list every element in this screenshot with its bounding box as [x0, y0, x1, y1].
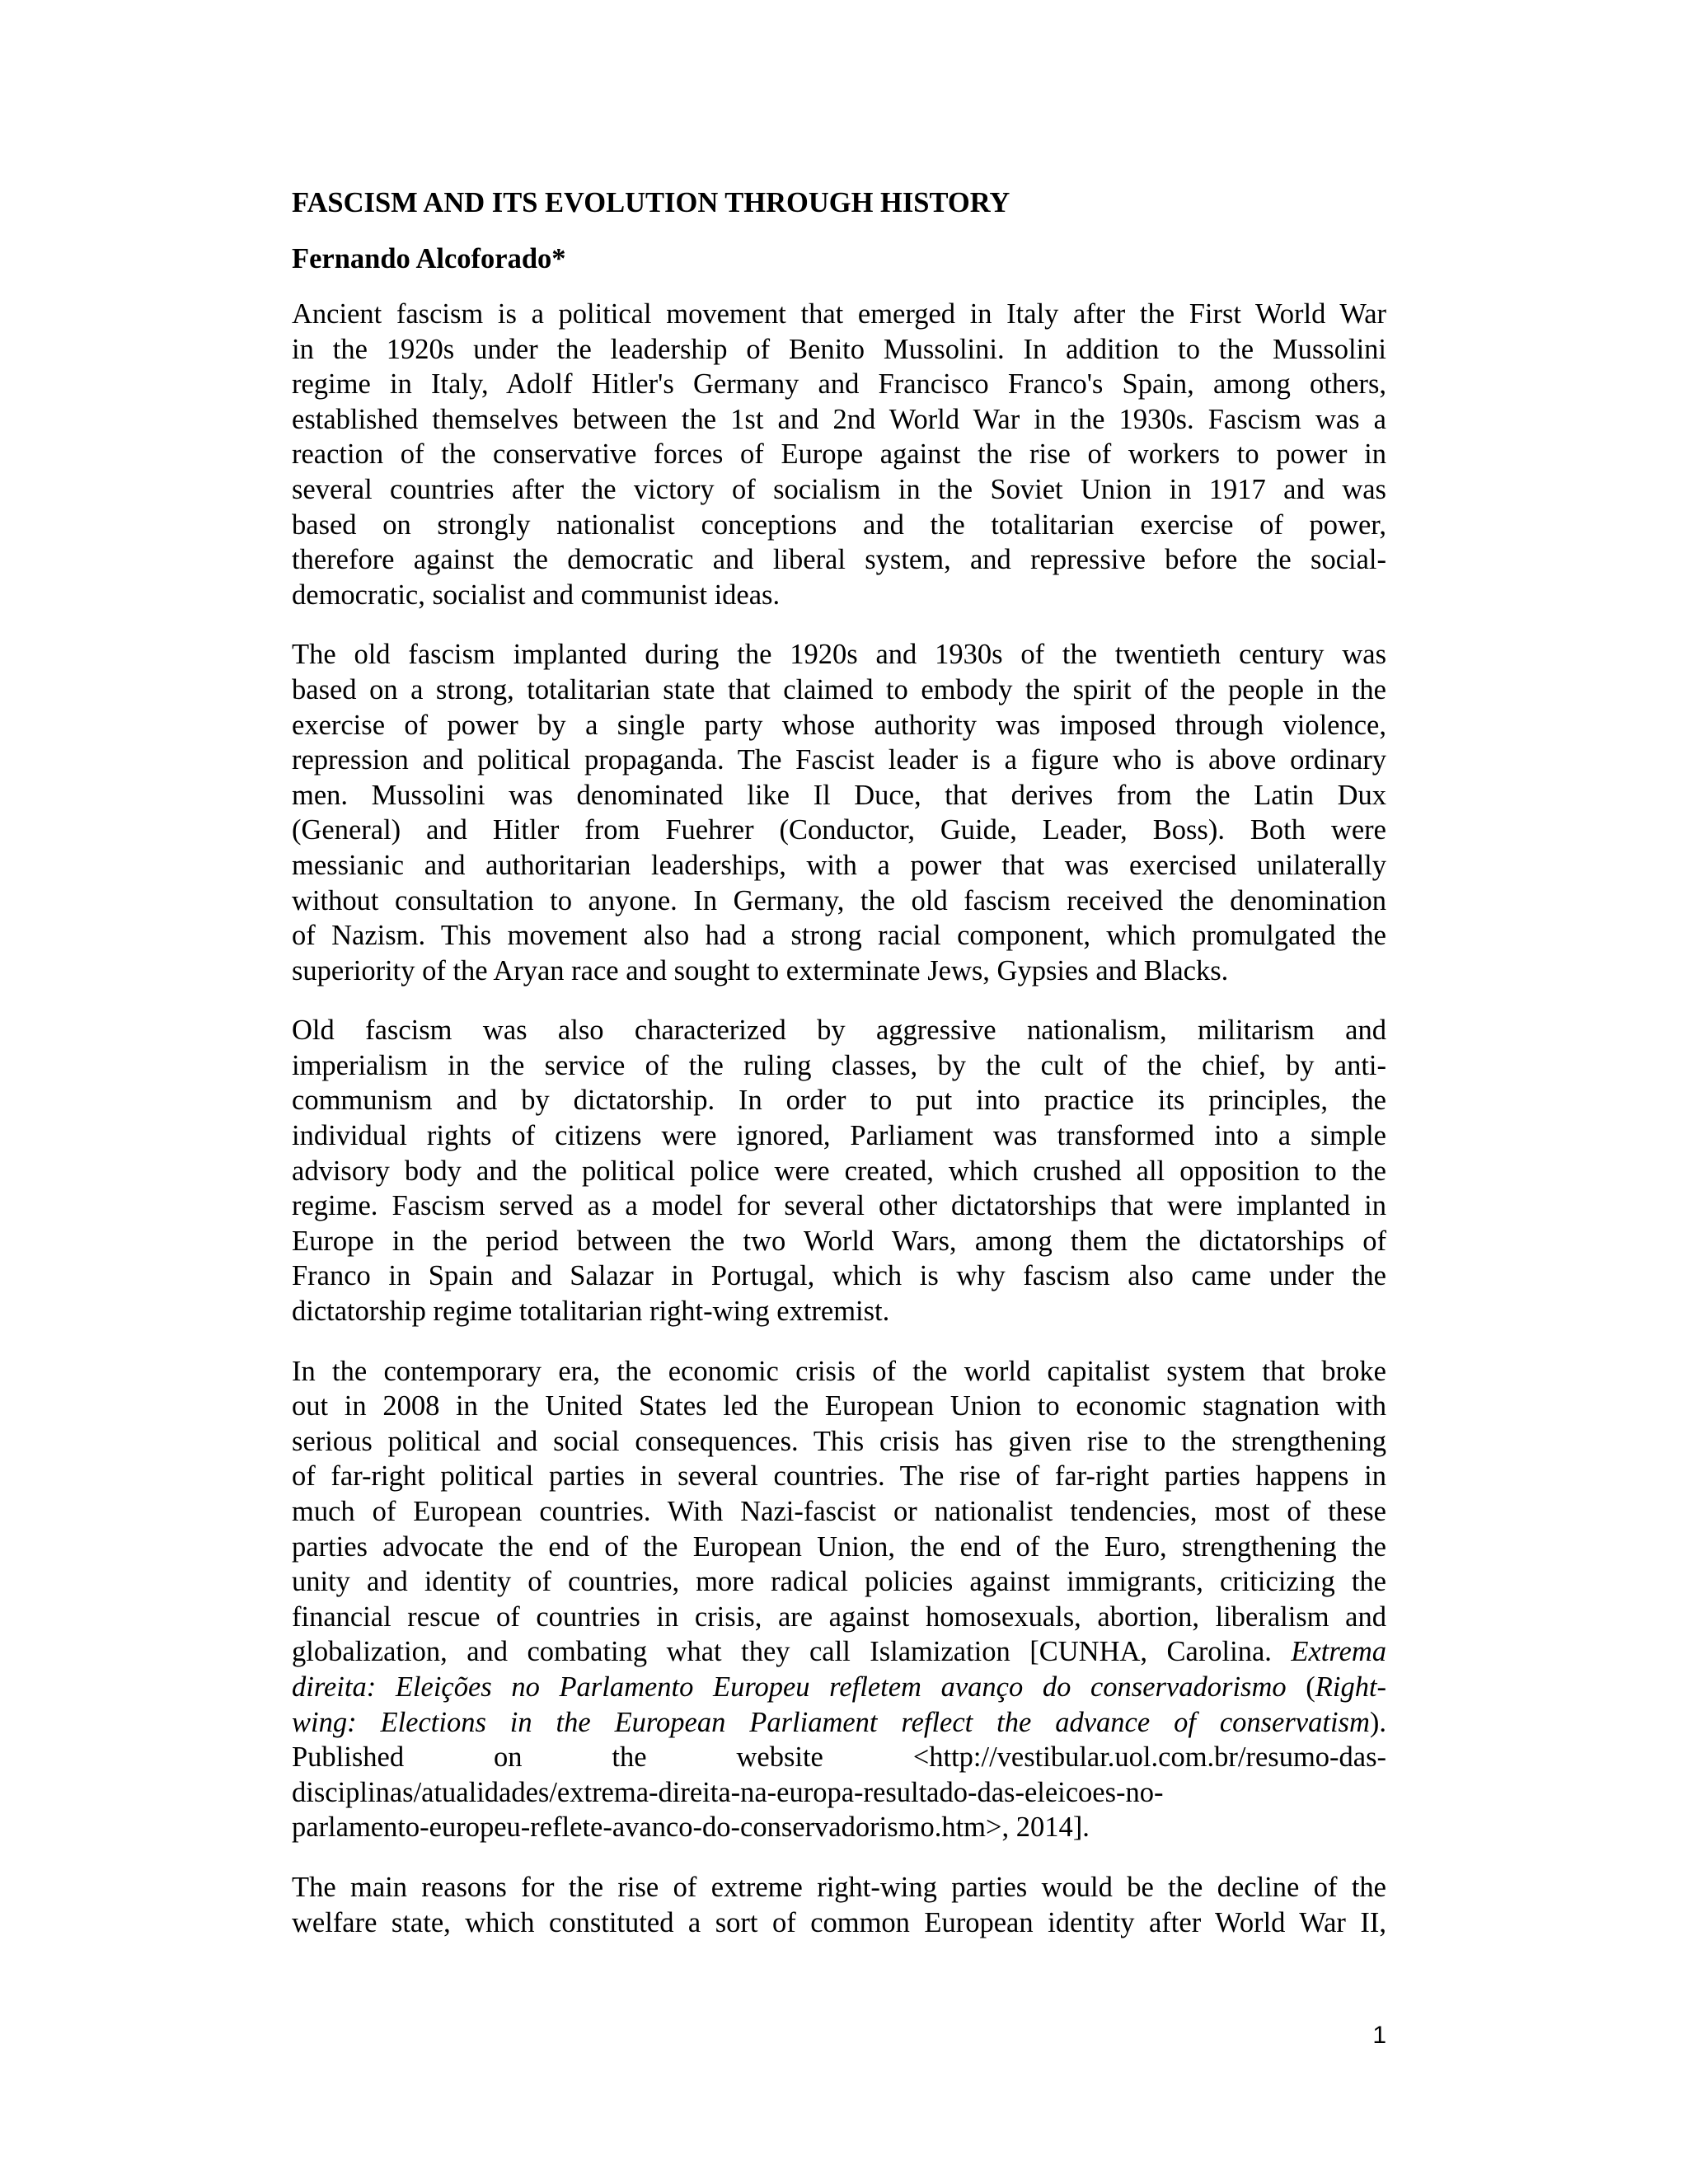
- text-line: dictatorship regime totalitarian right-wing extremist.: [292, 1296, 890, 1328]
- text-line: serious political and social consequences. This crisis has given rise to the strengthening: [292, 1425, 1386, 1457]
- text-line: democratic, socialist and communist ideas.: [292, 579, 781, 611]
- text-line: unity and identity of countries, more radical policies against immigrants, criticizing the: [292, 1566, 1386, 1598]
- text-line: regime in Italy, Adolf Hitler's Germany and Francisco Franco's Spain, among others,: [292, 368, 1386, 401]
- citation-paren: ).: [1369, 1706, 1386, 1738]
- text-line: of Nazism. This movement also had a strong racial component, which promulgated the: [292, 920, 1386, 952]
- text-line: in the 1920s under the leadership of Benito Mussolini. In addition to the Mussolini: [292, 333, 1386, 365]
- citation-url: parlamento-europeu-reflete-avanco-do-conservadorismo.htm>, 2014].: [292, 1811, 1090, 1844]
- citation-translation: wing: Elections in the European Parliament reflect the advance of conservatism: [292, 1706, 1370, 1738]
- text-line: The main reasons for the rise of extreme right-wing parties would be the decline of the: [292, 1871, 1386, 1903]
- citation-line: [292, 1670, 1386, 1705]
- text-line: advisory body and the political police were created, which crushed all opposition to the: [292, 1155, 1386, 1187]
- text-line: The old fascism implanted during the 1920s and 1930s of the twentieth century was: [292, 639, 1386, 671]
- text-line: parties advocate the end of the European Union, the end of the Euro, strengthening the: [292, 1530, 1386, 1563]
- document-body: [292, 183, 1386, 1965]
- text-line: several countries after the victory of socialism in the Soviet Union in 1917 and was: [292, 473, 1386, 505]
- text-line: welfare state, which constituted a sort of common European identity after World War II,: [292, 1906, 1386, 1938]
- citation-url: <http://vestibular.uol.com.br/resumo-das-: [912, 1741, 1387, 1774]
- text-line: Europe in the period between the two World Wars, among them the dictatorships of: [292, 1225, 1386, 1257]
- citation-title: direita: Eleições no Parlamento Europeu refletem avanço do conservadorismo: [292, 1671, 1287, 1703]
- text-line: communism and by dictatorship. In order to put into practice its principles, the: [292, 1085, 1386, 1117]
- text-line: based on strongly nationalist conceptions and the totalitarian exercise of power,: [292, 509, 1386, 541]
- text-line: therefore against the democratic and liberal system, and repressive before the social-: [292, 544, 1386, 576]
- citation-title: Extrema: [1291, 1636, 1386, 1668]
- text-line: Franco in Spain and Salazar in Portugal, which is why fascism also came under the: [292, 1260, 1386, 1292]
- citation-paren: (: [1306, 1671, 1315, 1703]
- citation-word: the: [612, 1741, 647, 1774]
- text-line: In the contemporary era, the economic crisis of the world capitalist system that broke: [292, 1355, 1386, 1387]
- text-line: (General) and Hitler from Fuehrer (Conductor, Guide, Leader, Boss). Both were: [292, 814, 1386, 846]
- text-line: established themselves between the 1st and 2nd World War in the 1930s. Fascism was a: [292, 403, 1386, 435]
- text-line: without consultation to anyone. In Germany, the old fascism received the denomination: [292, 884, 1386, 916]
- text-line: based on a strong, totalitarian state that claimed to embody the spirit of the people in the: [292, 673, 1386, 705]
- text-line: out in 2008 in the United States led the European Union to economic stagnation with: [292, 1390, 1386, 1422]
- text-line: superiority of the Aryan race and sought to exterminate Jews, Gypsies and Blacks.: [292, 954, 1229, 987]
- document-author: Fernando Alcoforado*: [292, 243, 566, 274]
- text-line: men. Mussolini was denominated like Il Duce, that derives from the Latin Dux: [292, 779, 1386, 811]
- text-line: repression and political propaganda. The Fascist leader is a figure who is above ordinary: [292, 744, 1386, 776]
- text-line: imperialism in the service of the ruling classes, by the cult of the chief, by anti-: [292, 1049, 1386, 1081]
- text-line-segment: globalization, and combating what they call Islamization [CUNHA, Carolina.: [292, 1636, 1272, 1668]
- citation-word: website: [736, 1741, 823, 1774]
- text-line: Old fascism was also characterized by aggressive nationalism, militarism and: [292, 1015, 1386, 1047]
- paragraph-5: [292, 1870, 1386, 1940]
- citation-word: Published: [292, 1741, 405, 1774]
- text-line: messianic and authoritarian leaderships, with a power that was exercised unilaterally: [292, 849, 1386, 881]
- text-line: financial rescue of countries in crisis, are against homosexuals, abortion, liberalism and: [292, 1601, 1386, 1633]
- text-line: reaction of the conservative forces of Europe against the rise of workers to power in: [292, 438, 1386, 471]
- text-line: exercise of power by a single party whose authority was imposed through violence,: [292, 709, 1386, 741]
- text-line: Ancient fascism is a political movement that emerged in Italy after the First World War: [292, 298, 1386, 330]
- paragraph-3: [292, 1013, 1386, 1329]
- document-title: FASCISM AND ITS EVOLUTION THROUGH HISTORY: [292, 187, 1010, 218]
- text-line: regime. Fascism served as a model for several other dictatorships that were implanted in: [292, 1190, 1386, 1222]
- citation-line: [292, 1705, 1386, 1741]
- page-number: 1: [1372, 2022, 1386, 2049]
- paragraph-2: [292, 637, 1386, 988]
- citation-line: [292, 1634, 1386, 1670]
- citation-translation: Right-: [1315, 1671, 1387, 1703]
- citation-url: disciplinas/atualidades/extrema-direita-na-europa-resultado-das-eleicoes-no-: [292, 1776, 1164, 1808]
- text-line: much of European countries. With Nazi-fascist or nationalist tendencies, most of these: [292, 1496, 1386, 1527]
- paragraph-1: [292, 297, 1386, 612]
- text-line: individual rights of citizens were ignored, Parliament was transformed into a simple: [292, 1120, 1386, 1152]
- text-line: of far-right political parties in several countries. The rise of far-right parties happens in: [292, 1460, 1386, 1493]
- citation-word: on: [494, 1741, 523, 1774]
- paragraph-4: [292, 1354, 1386, 1845]
- citation-line: [292, 1740, 1386, 1775]
